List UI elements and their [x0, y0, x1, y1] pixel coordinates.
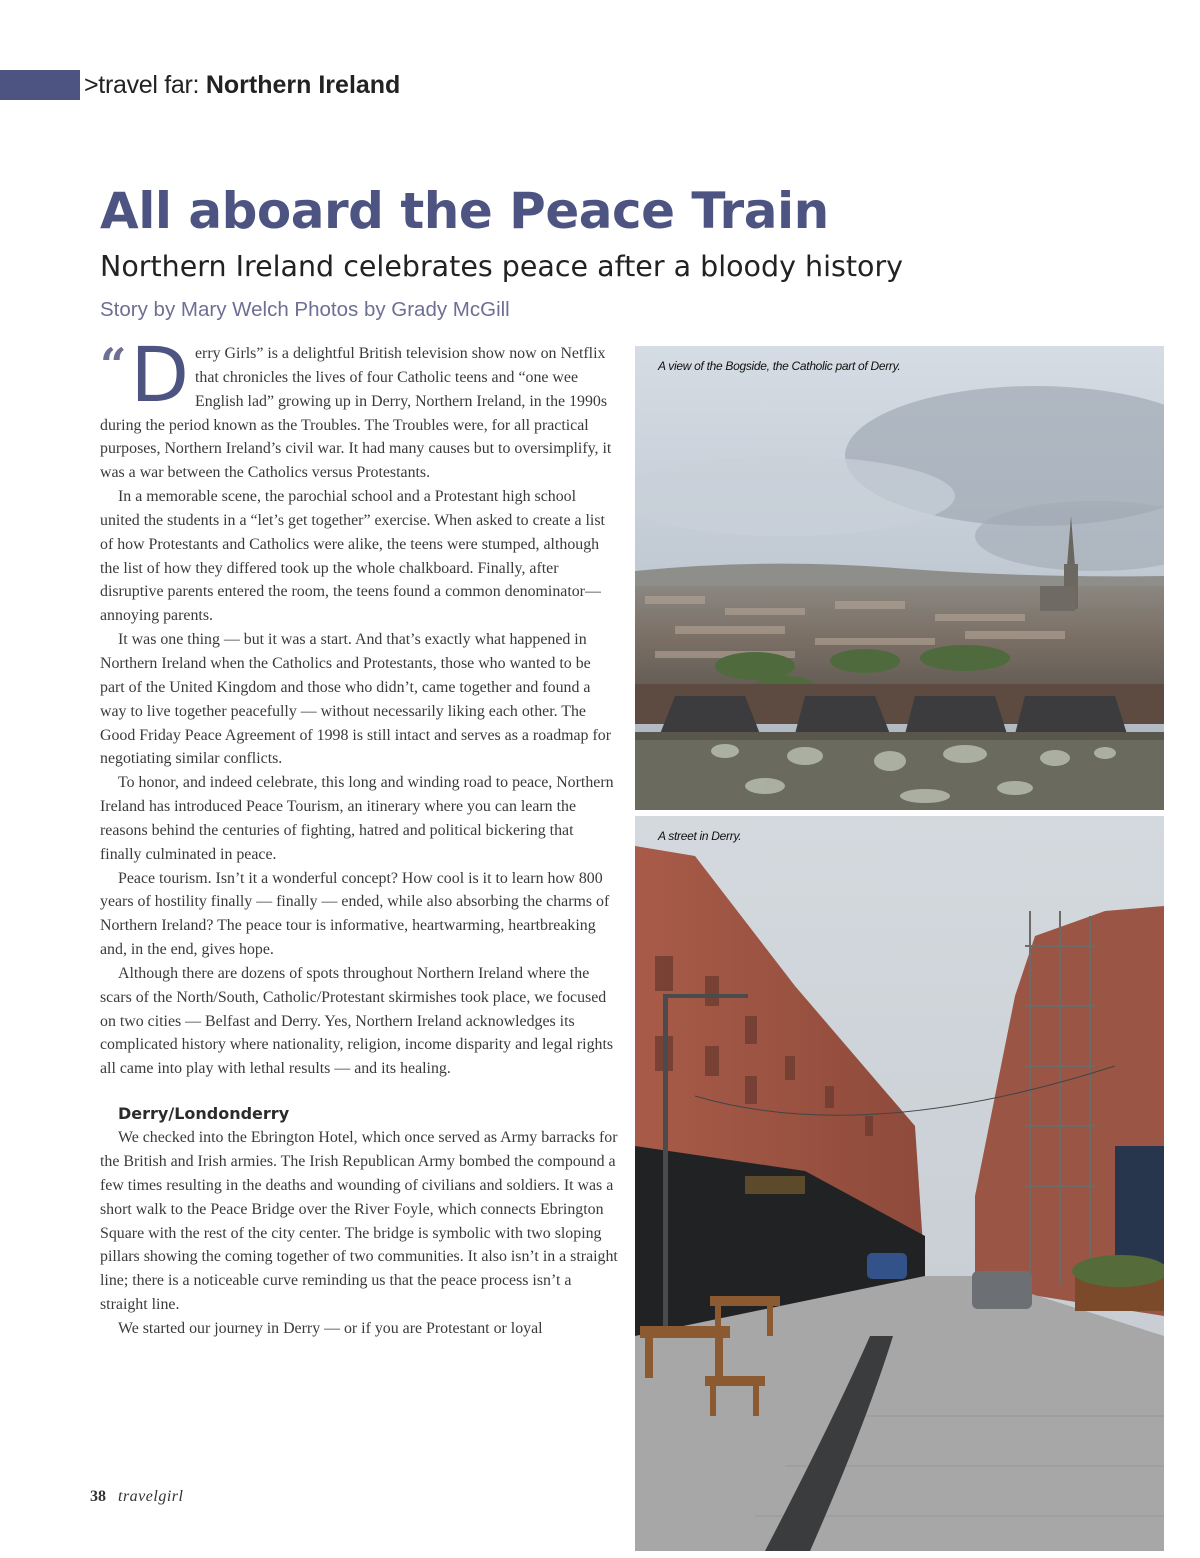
drop-cap-group: [100, 330, 189, 419]
paragraph-7: We checked into the Ebrington Hotel, which once served as Army barracks for the British and Irish armies. The Irish Republican Army bombed the compound a few times resulting in the deaths and wounding of civilians and soldiers. It was a short walk to the Peace Bridge over the River Foyle, which connects Ebrington Square with the rest of the city center. The bridge is symbolic with two sloping pillars showing the coming together of two communities. It also isn’t in a straight line; there is a noticeable curve reminding us that the peace process isn’t a straight line.: [100, 1129, 618, 1314]
photo2-caption: A street in Derry.: [658, 829, 742, 843]
bogside-illustration: [635, 346, 1164, 810]
page-number: 38: [90, 1488, 106, 1505]
section-color-bar: [0, 70, 80, 100]
section-prefix: >travel far:: [84, 71, 206, 99]
magazine-brand: travelgirl: [118, 1488, 184, 1505]
paragraph-1: [100, 330, 618, 485]
page-footer: [90, 1488, 183, 1506]
paragraph-4: To honor, and indeed celebrate, this long and winding road to peace, Northern Ireland has introduced Peace Tourism, an itinerary where you can learn the reasons behind the centuries of fighting, hatred and political bickering that finally culminated in peace.: [100, 774, 614, 863]
article-subtitle: Northern Ireland celebrates peace after a bloody history: [100, 250, 904, 283]
street-illustration: [635, 816, 1164, 1551]
paragraph-8: We started our journey in Derry — or if you are Protestant or loyal: [118, 1319, 543, 1337]
photo-bogside-view: [635, 346, 1164, 810]
paragraph-2: In a memorable scene, the parochial school and a Protestant high school united the students in a “let’s get together” exercise. When asked to create a list of how Protestants and Catholics were alike, the teens were stumped, although the list of how they differed took up the whole chalkboard. Finally, after disruptive parents entered the room, the teens found a common denominator— annoying parents.: [100, 488, 605, 625]
byline: Story by Mary Welch Photos by Grady McGill: [100, 298, 510, 321]
article-body: [100, 330, 618, 1341]
open-quote-mark: “: [100, 338, 127, 392]
paragraph-5: Peace tourism. Isn’t it a wonderful concept? How cool is it to learn how 800 years of hostility finally — finally — ended, while also absorbing the charms of Northern Ireland? The peace tour is informative, heartwarming, heartbreaking and, in the end, gives hope.: [100, 869, 610, 959]
photo1-caption: A view of the Bogside, the Catholic part of Derry.: [658, 359, 901, 373]
section-tag: [84, 70, 400, 100]
subhead-derry: Derry/Londonderry: [118, 1104, 290, 1124]
paragraph-6: Although there are dozens of spots throughout Northern Ireland where the scars of the North/South, Catholic/Protestant skirmishes took place, we focused on two cities — Belfast and Derry. Yes, Northern Ireland acknowledges its complicated history where nationality, religion, income disparity and legal rights all came into play with lethal results — and its healing.: [100, 964, 614, 1078]
photo-derry-street: [635, 816, 1164, 1551]
paragraph-1-text: erry Girls” is a delightful British television show now on Netflix that chronicles the lives of four Catholic teens and “one wee English lad” growing up in Derry, Northern Ireland, in the 1990s during the period known as the Troubles. The Troubles were, for all practical purposes, Northern Ireland’s civil war. It had many causes but to oversimplify, it was a war between the Catholics versus Protestants.: [100, 345, 612, 482]
drop-cap: D: [130, 330, 189, 419]
article-title: All aboard the Peace Train: [100, 182, 829, 240]
section-name: Northern Ireland: [205, 71, 401, 99]
paragraph-3: It was one thing — but it was a start. And that’s exactly what happened in Northern Ireland when the Catholics and Protestants, those who wanted to be part of the United Kingdom and those who didn’t, came together and found a way to live together peacefully — without necessarily liking each other. The Good Friday Peace Agreement of 1998 is still intact and serves as a roadmap for negotiating similar conflicts.: [100, 631, 612, 768]
